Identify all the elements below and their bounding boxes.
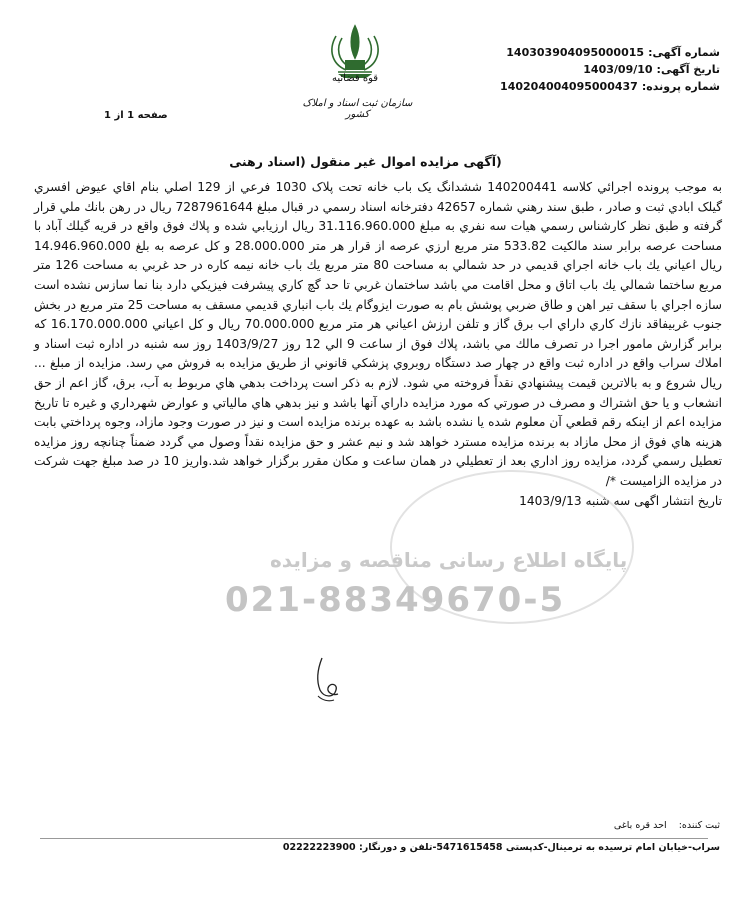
case-number-label: شماره پرونده: [641,80,720,93]
notice-date-label: تاریخ آگهی: [656,63,720,76]
case-number: 140204004095000437 [500,80,638,93]
notice-number-row [430,44,720,61]
notice-date: 1403/09/10 [583,63,653,76]
footer-address: سراب-خیابان امام ترسیده به ترمینال-کدپستی 5471615458-تلفن و دورنگار: 02222223900 [282,842,720,853]
emblem-caption-registry: سازمان ثبت اسناد و املاک کشور [302,98,413,120]
notice-body-text: به موجب پرونده اجرائي کلاسه 140200441 ششدانگ يک باب خانه تحت پلاک 1030 فرعي از 129 اصلي بنام اقاي عيوض افسري گيلک ابادي ثبت و صادر ، طبق سند رهني شماره 42657 دفترخانه اسناد رسمي در قبال مبلغ 7287961644 ريال در رهن بانك ملي قرار گرفته و طبق نظر كارشناس رسمي هيات سه نفري به مبلغ 31.116.960.000 ريال ارزيابي شده و پلاك فوق واقع در قريه گيلك آباد با مساحت عرصه برابر سند مالكيت 533.82 متر مربع ارزي عرصه از قرار هر متر 28.000.000 و كل عرصه به بلغ 14.946.960.000 ريال اعياني يك باب خانه اجراي قديمي در حد شمالي به مساحت 80 متر مربع يك باب خانه نيمه كاره در حد غربي به مساحت 126 متر مربع ساختما شمالي يك باب اتاق و محل اقامت مي باشد ساختمان غربي تا حد گچ كاري پيشرفت فيزيكي دارد بنا نما سازس نشده است سازه اجراي با سقف تير اهن و طاق ضربي پوشش بام به صورت ايزوگام يك باب انباري قديمي مسقف به مساحت 25 متر مربع در بخش جنوب غربيفاقد نازك كاري داراي اب برق گاز و تلفن ارزش اعياني هر متر مربع 70.000.000 ريال و كل اعياني 16.170.000.000 كه برابر گزارش مامور اجرا در تصرف مالك مي باشد، پلاك فوق از ساعت 9 الي 12 روز 1403/9/27 روز سه شنبه در اداره ثبت اسناد و املاك سراب واقع در اداره ثبت واقع در چهار صد دستگاه روبروي پزشكي قانوني از طريق مزايده به فروش مي رسد. مزايده از مبلغ ... ريال شروع و به بالاترين قيمت پيشنهادي نقداً فروخته مي شود. لازم به ذكر است پرداخت بدهي هاي مربوط به آب، برق، گاز اعم از حق انشعاب و يا حق اشتراك و مصرف در صورتي كه مورد مزايده داراي آنها باشد و نيز بدهي هاي مالياتي و عوارض شهرداري و غيره تا تاريخ مزايده اعم از اينكه رقم قطعي آن معلوم شده يا نشده باشد به عهده برنده مزايده است و نيز در صورت وجود مازاد، وجوه پرداختي بابت هزينه هاي فوق از محل مازاد به برنده مزايده مسترد خواهد شد و نيم عشر و حق مزايده نقداً وصول مي گردد ضمناً چنانچه روز مزايده تعطيل رسمي گردد، مزايده روز اداري بعد از تعطيلي در همان ساعت و مكان مقرر برگزار خواهد شد.واريز 10 در صد مبلغ جهت شركت در مزايده الزاميست */ [34,180,723,488]
notice-number-label: شماره آگهی: [648,46,720,59]
signature-icon [300,650,360,710]
notice-body [34,178,722,511]
watermark-phone: 021-88349670-5 [225,580,566,620]
page-number: صفحه 1 از 1 [104,110,168,121]
case-number-row [430,78,720,95]
notice-meta [430,44,720,95]
notice-date-row [430,61,720,78]
emblem-caption-judiciary: قوه قضائیه [331,73,379,84]
registrar-label: ثبت کننده: [678,820,720,831]
registrar-line [480,820,720,831]
notice-number: 140303904095000015 [506,46,645,59]
notice-title: (آگهی مزایده اموال غیر منقول (اسناد رهنی [229,154,502,169]
publish-date-line: تاریخ انتشار اگهی سه شنبه 1403/9/13 [519,493,722,508]
registrar-name: احد قره باغی [613,820,667,831]
watermark-text: پایگاه اطلاع رسانی مناقصه و مزایده [270,548,628,572]
footer-divider [40,838,708,839]
